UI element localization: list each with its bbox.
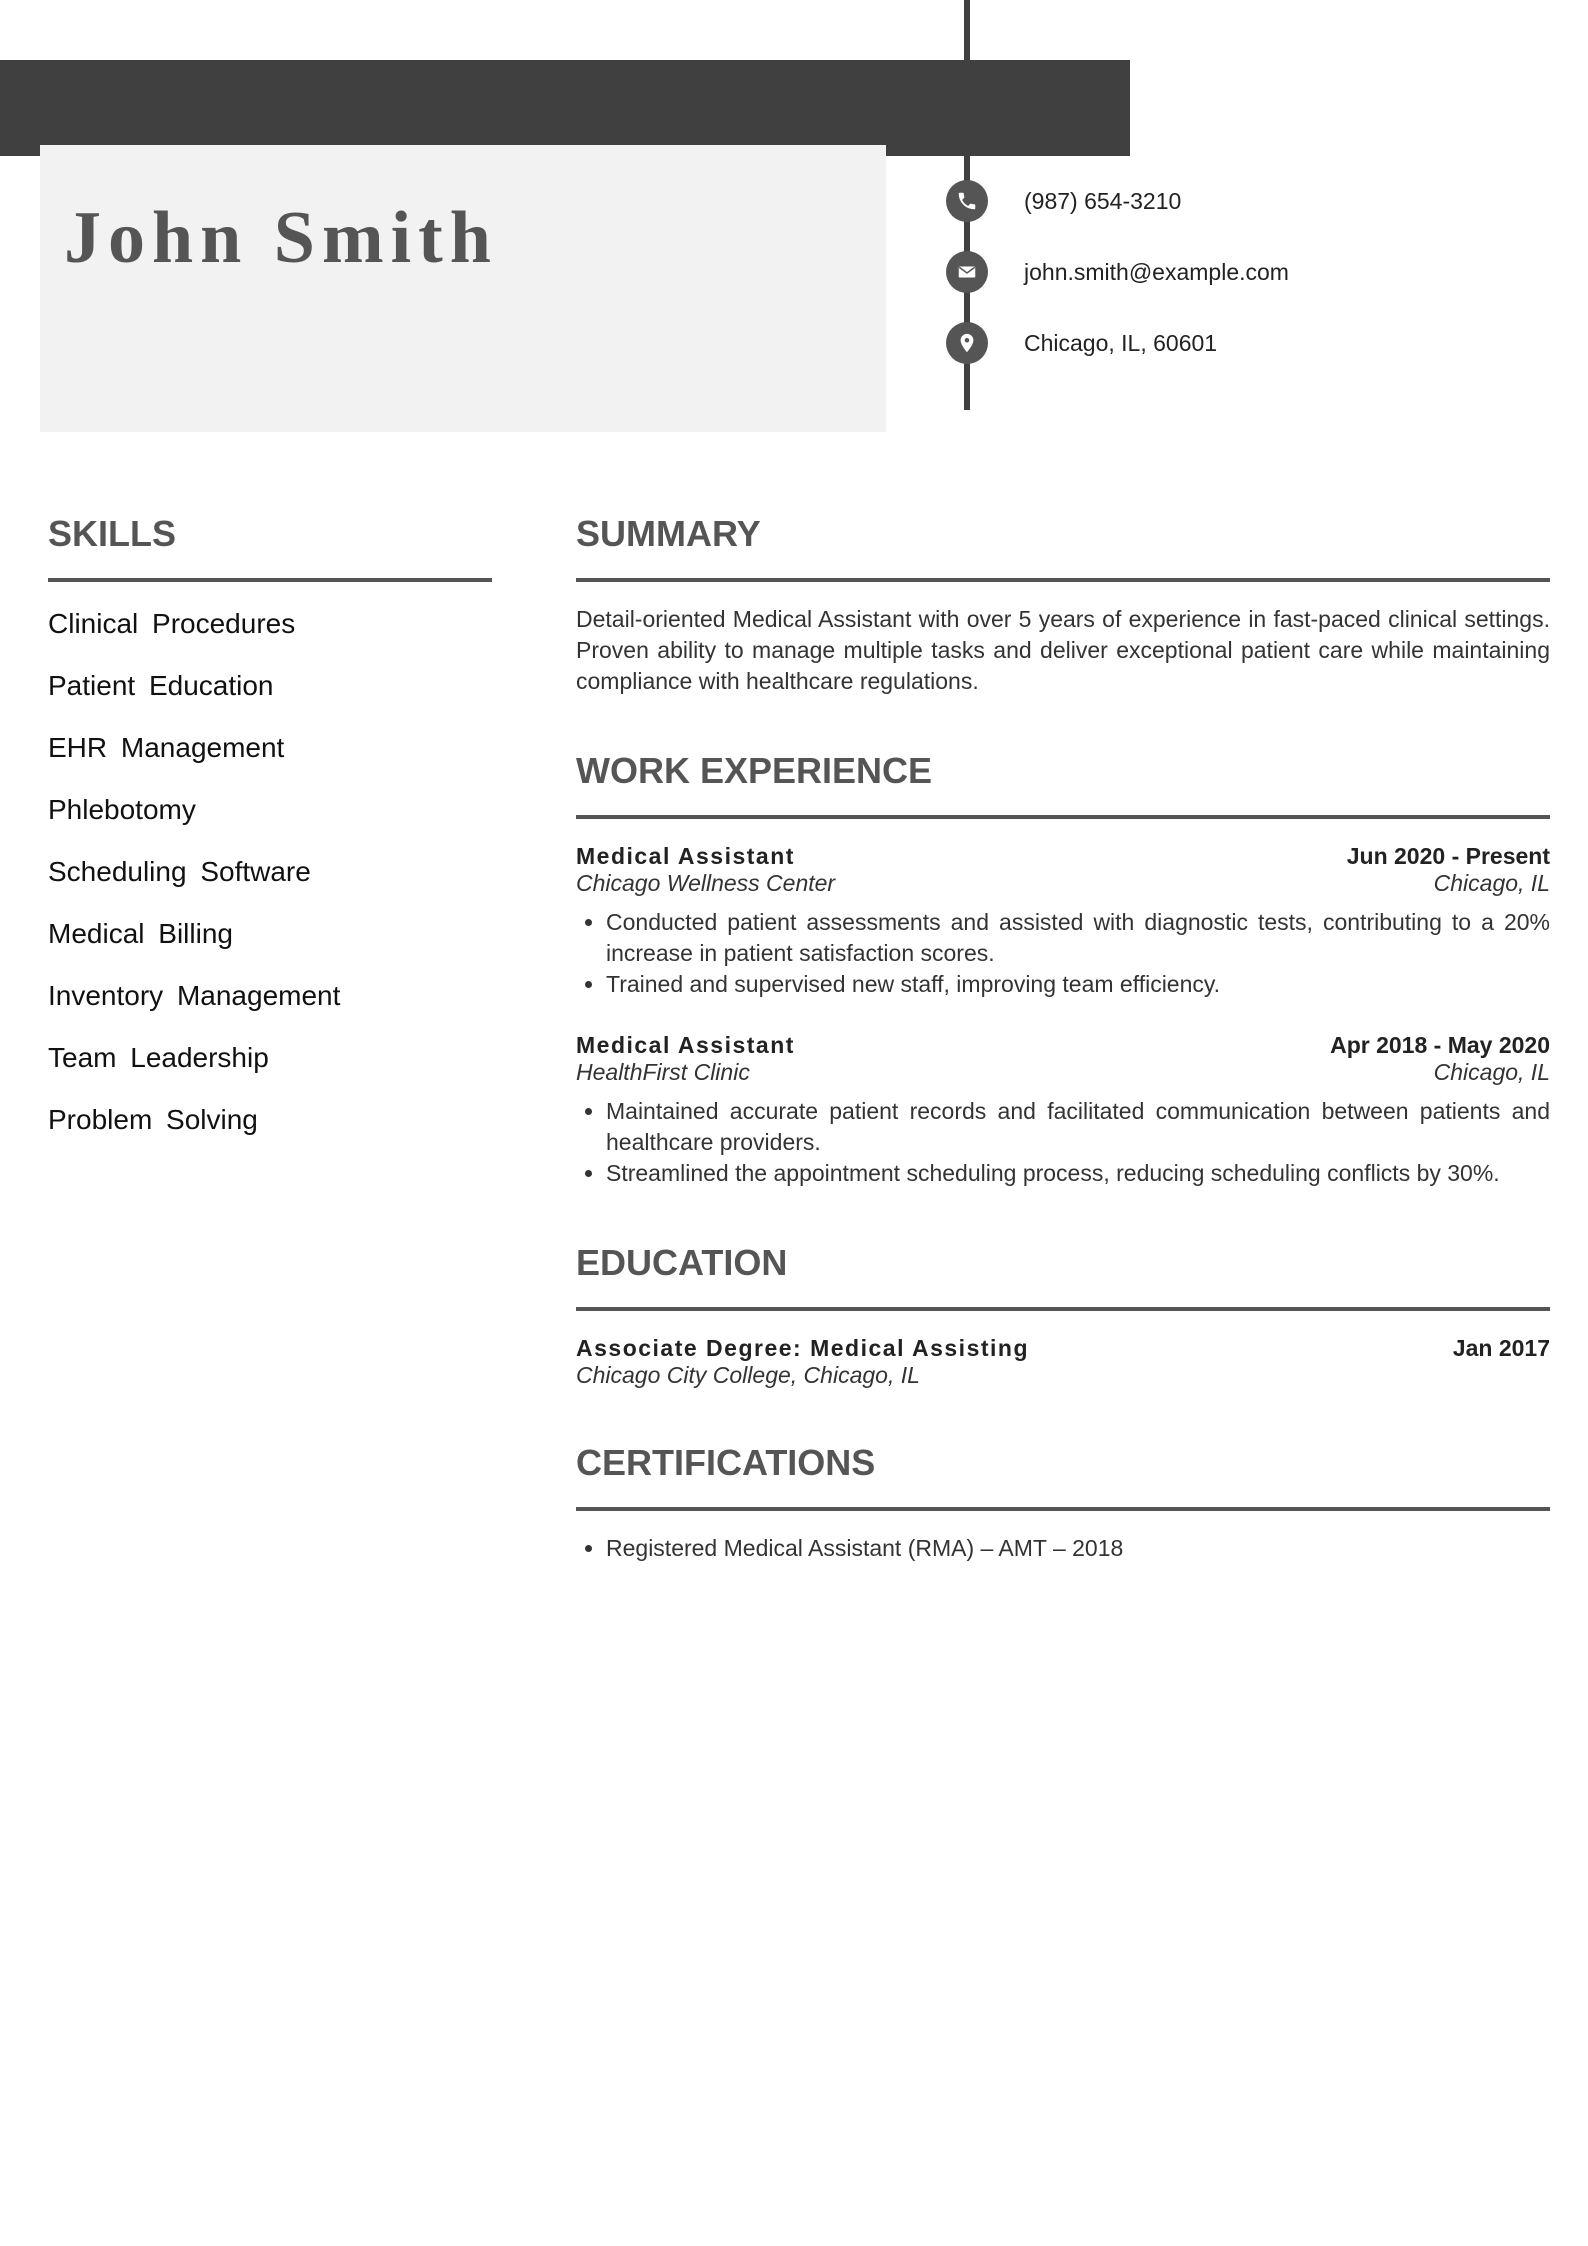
certification-item: • Registered Medical Assistant (RMA) – AMT – 2018 — [606, 1533, 1550, 1564]
school-name: Chicago City College, Chicago, IL — [576, 1362, 920, 1388]
phone-number[interactable]: (987) 654-3210 — [1024, 187, 1182, 214]
experience-heading: WORK EXPERIENCE — [576, 750, 933, 791]
skills-divider — [48, 578, 492, 582]
education-section — [576, 1237, 1550, 1389]
job-location: Chicago, IL — [1433, 870, 1550, 896]
contact-phone — [946, 180, 1181, 222]
job-dates: Jun 2020 - Present — [1346, 843, 1550, 869]
job-bullet: • Maintained accurate patient records and facilitated communication between patients and healthcare providers. — [606, 1096, 1550, 1158]
skill-item: Clinical Procedures — [48, 608, 296, 639]
certifications-heading: CERTIFICATIONS — [576, 1442, 876, 1483]
map-pin-icon — [946, 322, 988, 364]
job-bullet: • Trained and supervised new staff, improving team efficiency. — [606, 969, 1550, 1000]
skill-item: Problem Solving — [48, 1104, 258, 1135]
skill-item: Patient Education — [48, 670, 274, 701]
email-address[interactable]: john.smith@example.com — [1024, 258, 1289, 285]
location-text: Chicago, IL, 60601 — [1024, 329, 1218, 356]
skills-section — [48, 508, 492, 1158]
experience-divider — [576, 815, 1550, 819]
job-location: Chicago, IL — [1433, 1059, 1550, 1085]
degree-name: Associate Degree: Medical Assisting — [576, 1335, 1030, 1361]
summary-text: Detail-oriented Medical Assistant with over 5 years of experience in fast-paced clinical settings. Proven ability to manage multiple tasks and deliver exceptional patient care while maintaining compliance with healthcare regulations. — [576, 606, 1550, 694]
certifications-section — [576, 1437, 1550, 1564]
skill-item: Team Leadership — [48, 1042, 269, 1073]
job-employer: Chicago Wellness Center — [576, 870, 836, 896]
certifications-list — [576, 1533, 1550, 1564]
envelope-icon — [946, 251, 988, 293]
candidate-name: John Smith — [64, 197, 498, 279]
job-bullet: • Conducted patient assessments and assisted with diagnostic tests, contributing to a 20% increase in patient satisfaction scores. — [606, 907, 1550, 969]
job-bullet: • Streamlined the appointment scheduling process, reducing scheduling conflicts by 30%. — [606, 1158, 1550, 1189]
summary-divider — [576, 578, 1550, 582]
name-box — [40, 145, 886, 432]
summary-heading: SUMMARY — [576, 513, 761, 554]
skill-item: Phlebotomy — [48, 794, 196, 825]
job-title: Medical Assistant — [576, 843, 795, 869]
certifications-divider — [576, 1507, 1550, 1511]
phone-icon — [946, 180, 988, 222]
job-bullets — [576, 1096, 1550, 1189]
skill-item: Inventory Management — [48, 980, 341, 1011]
job-entry — [576, 1032, 1550, 1189]
skills-heading: SKILLS — [48, 513, 177, 554]
job-entry — [576, 843, 1550, 1000]
main-column — [576, 508, 1550, 1564]
skill-item: Medical Billing — [48, 918, 233, 949]
summary-section — [576, 508, 1550, 697]
job-dates: Apr 2018 - May 2020 — [1330, 1032, 1550, 1058]
skill-item: EHR Management — [48, 732, 285, 763]
job-employer: HealthFirst Clinic — [576, 1059, 750, 1085]
education-divider — [576, 1307, 1550, 1311]
contact-location — [946, 322, 1217, 364]
job-bullets — [576, 907, 1550, 1000]
header-bar — [0, 60, 1130, 156]
job-title: Medical Assistant — [576, 1032, 795, 1058]
graduation-date: Jan 2017 — [1452, 1335, 1550, 1361]
skills-list — [48, 600, 492, 1158]
skill-item: Scheduling Software — [48, 856, 311, 887]
experience-section — [576, 745, 1550, 1189]
contact-email — [946, 251, 1289, 293]
education-heading: EDUCATION — [576, 1242, 788, 1283]
